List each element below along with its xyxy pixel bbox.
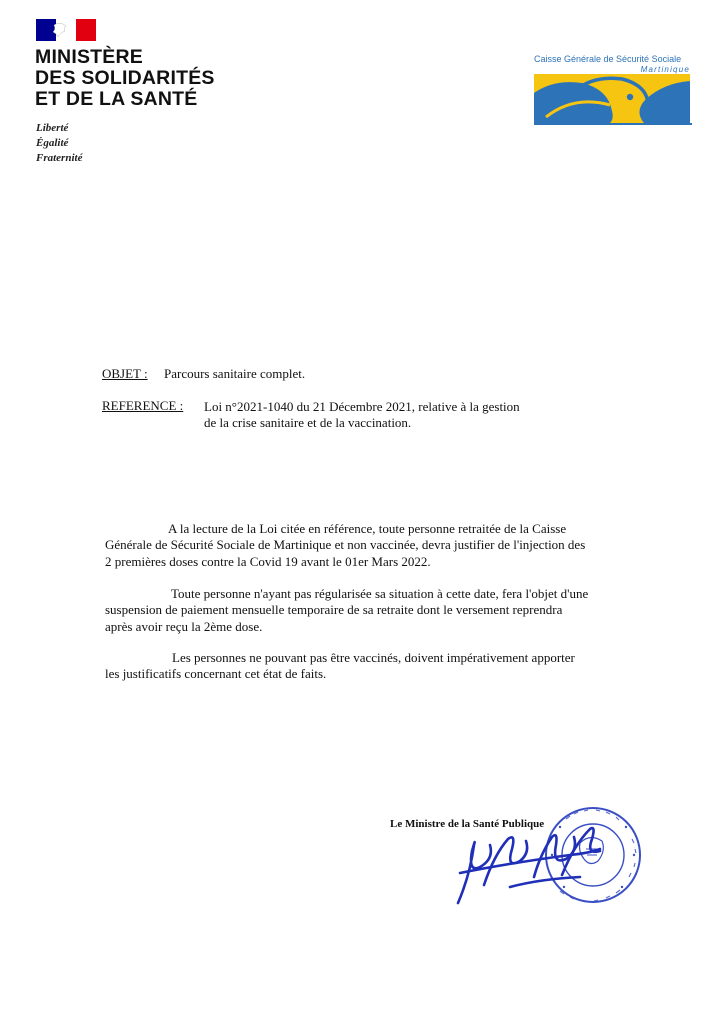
motto-line: Fraternité xyxy=(36,152,83,164)
object-label: OBJET : xyxy=(102,366,148,381)
cgss-logo-name: Caisse Générale de Sécurité Sociale xyxy=(534,54,682,64)
reference-line: de la crise sanitaire et de la vaccination. xyxy=(204,415,412,430)
reference-line: Loi n°2021-1040 du 21 Décembre 2021, relative à la gestion xyxy=(204,399,520,414)
motto-line: Égalité xyxy=(36,137,69,149)
republique-francaise-flag-logo xyxy=(36,19,96,41)
signatory-title: Le Ministre de la Santé Publique xyxy=(390,818,545,830)
paragraph-line: les justificatifs concernant cet état de faits. xyxy=(105,666,327,682)
reference-label: REFERENCE : xyxy=(102,398,184,413)
body-paragraph xyxy=(105,650,625,683)
paragraph-line: suspension de paiement mensuelle temporaire de sa retraite dont le versement reprendra xyxy=(105,602,563,618)
ministry-line: MINISTÈRE xyxy=(35,46,143,68)
ministry-line: DES SOLIDARITÉS xyxy=(35,67,215,89)
paragraph-line: 2 premières doses contre la Covid 19 avant le 01er Mars 2022. xyxy=(105,553,431,569)
paragraph-line: Générale de Sécurité Sociale de Martinique et non vaccinée, devra justifier de l'injection des xyxy=(105,537,586,553)
motto-line: Liberté xyxy=(36,122,69,134)
margin-mark xyxy=(64,356,66,366)
paragraph-line: Les personnes ne pouvant pas être vaccinés, doivent impérativement apporter xyxy=(172,650,575,665)
republic-motto xyxy=(36,121,82,166)
body-paragraph xyxy=(105,521,625,570)
paragraph-line: A la lecture de la Loi citée en référence, toute personne retraitée de la Caisse xyxy=(168,521,567,536)
object-value: Parcours sanitaire complet. xyxy=(164,366,306,381)
paragraph-line: Toute personne n'ayant pas régularisée sa situation à cette date, fera l'objet d'une xyxy=(171,586,589,601)
ministry-name xyxy=(35,47,215,110)
ministry-line: ET DE LA SANTÉ xyxy=(35,88,198,110)
cgss-logo-region: Martinique xyxy=(640,65,690,74)
body-paragraph xyxy=(105,586,625,635)
handwritten-signature xyxy=(450,815,620,910)
paragraph-line: après avoir reçu la 2ème dose. xyxy=(105,618,263,634)
